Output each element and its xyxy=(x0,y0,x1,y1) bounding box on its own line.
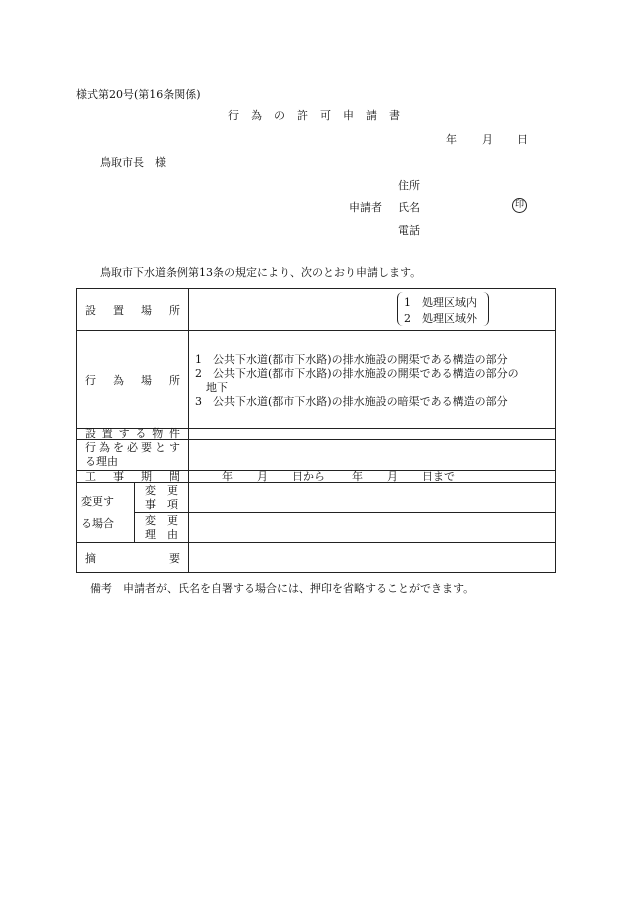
document-title: 行為の許可申請書 xyxy=(228,109,412,122)
install-location-label: 設 置 場 所 xyxy=(85,303,180,317)
change-items-label-top: 変 更 xyxy=(145,483,178,497)
change-reason-label-top: 変 更 xyxy=(145,513,178,527)
row-reason xyxy=(77,440,556,471)
period-start-year: 年 xyxy=(222,470,233,483)
summary-field[interactable] xyxy=(189,543,556,573)
change-reason-field[interactable] xyxy=(189,513,556,543)
install-location-field[interactable] xyxy=(189,289,556,331)
reason-label-line2: る理由 xyxy=(85,455,118,468)
summary-label: 摘 要 xyxy=(85,551,180,565)
install-option-2: 2 処理区域外 xyxy=(404,312,477,325)
install-options-bracket xyxy=(397,292,489,326)
date-month: 月 xyxy=(482,133,493,146)
row-installed-object xyxy=(77,429,556,440)
period-end-month: 月 xyxy=(387,470,398,483)
act-location-options xyxy=(189,331,556,429)
period-end-year: 年 xyxy=(352,470,363,483)
period-start-month: 月 xyxy=(257,470,268,483)
installed-object-label: 設 置 す る 物 件 xyxy=(85,427,180,440)
application-table xyxy=(76,288,556,573)
change-label-line1: 変更す xyxy=(81,494,114,508)
intro-text: 鳥取市下水道条例第13条の規定により、次のとおり申請します。 xyxy=(100,266,422,279)
install-option-1: 1 処理区域内 xyxy=(404,296,477,309)
name-label: 氏名 xyxy=(398,201,420,214)
act-location-label: 行 為 場 所 xyxy=(85,373,180,387)
period-end-day: 日まで xyxy=(422,470,455,483)
change-items-field[interactable] xyxy=(189,483,556,513)
period-field[interactable] xyxy=(189,471,556,483)
change-items-label-bottom: 事 項 xyxy=(145,497,178,511)
act-option-1: 1 公共下水道(都市下水路)の排水施設の開渠である構造の部分 xyxy=(195,352,508,366)
change-label-line2: る場合 xyxy=(81,516,114,530)
seal-mark: 印 xyxy=(512,198,527,213)
row-period xyxy=(77,471,556,483)
change-reason-label-bottom: 理 由 xyxy=(145,527,178,541)
reason-label-line1: 行 為 を 必 要 と す xyxy=(85,441,180,454)
act-option-2-cont: 地下 xyxy=(195,380,228,394)
phone-label: 電話 xyxy=(398,224,420,237)
act-option-2: 2 公共下水道(都市下水路)の排水施設の開渠である構造の部分の xyxy=(195,366,519,380)
applicant-role-label: 申請者 xyxy=(349,201,382,214)
reason-field[interactable] xyxy=(189,440,556,471)
row-act-location xyxy=(77,331,556,429)
form-number: 様式第20号(第16条関係) xyxy=(76,88,201,101)
row-summary xyxy=(77,543,556,573)
date-year: 年 xyxy=(446,133,457,146)
row-change-reason xyxy=(77,513,556,543)
period-label: 工 事 期 間 xyxy=(85,470,180,483)
installed-object-field[interactable] xyxy=(189,429,556,440)
address-label: 住所 xyxy=(398,179,420,192)
period-start-day: 日から xyxy=(292,470,325,483)
row-change-items xyxy=(77,483,556,513)
remarks-note: 備考 申請者が、氏名を自署する場合には、押印を省略することができます。 xyxy=(90,582,475,595)
addressee: 鳥取市長 様 xyxy=(100,156,166,169)
date-day: 日 xyxy=(517,133,528,146)
act-option-3: 3 公共下水道(都市下水路)の排水施設の暗渠である構造の部分 xyxy=(195,394,508,408)
